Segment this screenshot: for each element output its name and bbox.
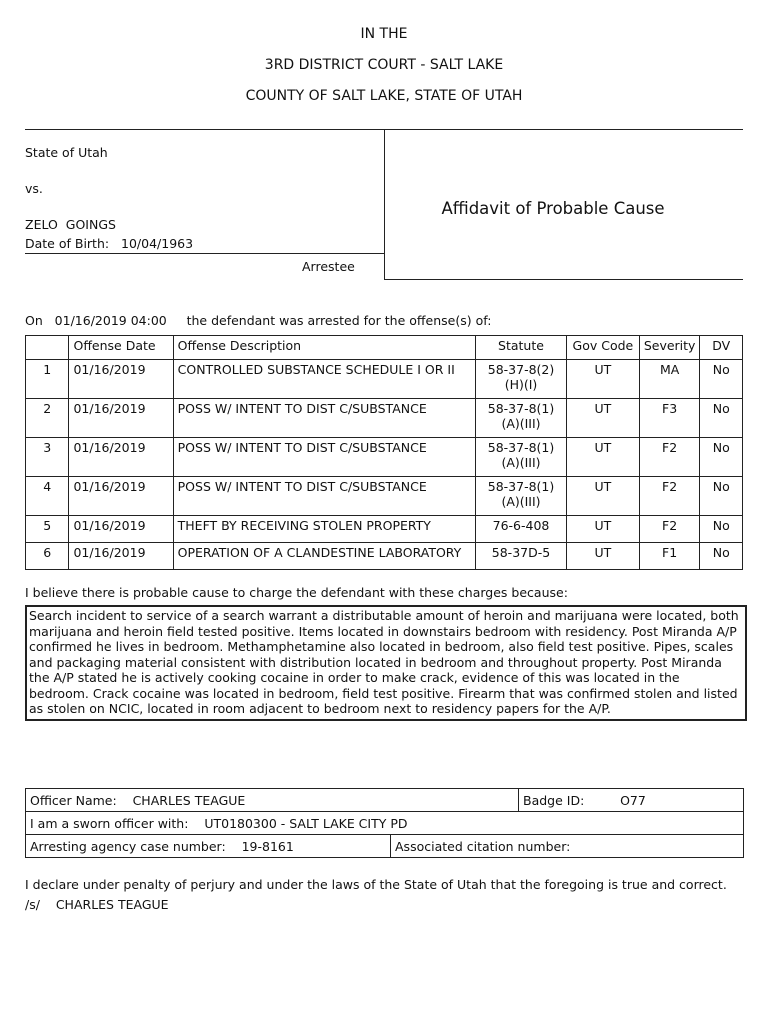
offense-gov-code: UT <box>567 399 640 438</box>
officer-row <box>26 789 744 812</box>
defendant-name: ZELO GOINGS <box>25 217 116 232</box>
versus-label: vs. <box>25 181 43 196</box>
defendant-dob: Date of Birth: 10/04/1963 <box>25 236 194 251</box>
offense-table <box>25 335 743 570</box>
case-row <box>26 835 744 858</box>
offense-severity: F2 <box>639 477 700 516</box>
table-row <box>26 477 743 516</box>
offense-gov-code: UT <box>567 516 640 543</box>
offense-date: 01/16/2019 <box>69 477 173 516</box>
table-row <box>26 360 743 399</box>
arrest-sentence: On 01/16/2019 04:00 the defendant was arrested for the offense(s) of: <box>25 313 492 328</box>
offense-number: 2 <box>26 399 69 438</box>
officer-name: Officer Name: CHARLES TEAGUE <box>26 789 519 812</box>
offense-description: POSS W/ INTENT TO DIST C/SUBSTANCE <box>173 399 475 438</box>
table-row <box>26 438 743 477</box>
offense-gov-code: UT <box>567 477 640 516</box>
plaintiff-name: State of Utah <box>25 145 108 160</box>
offense-number: 6 <box>26 543 69 570</box>
probable-cause-intro: I believe there is probable cause to charge the defendant with these charges because: <box>25 585 568 600</box>
court-heading-line1: IN THE <box>360 26 408 42</box>
offense-description: POSS W/ INTENT TO DIST C/SUBSTANCE <box>173 438 475 477</box>
offense-dv: No <box>700 516 743 543</box>
offense-date: 01/16/2019 <box>69 438 173 477</box>
offense-description: THEFT BY RECEIVING STOLEN PROPERTY <box>173 516 475 543</box>
offense-statute: 58-37-8(1)(A)(III) <box>476 477 567 516</box>
header-offense-description: Offense Description <box>173 336 475 360</box>
caption-bottom-rule <box>384 279 743 280</box>
case-number: Arresting agency case number: 19-8161 <box>26 835 391 858</box>
offense-statute: 58-37-8(1)(A)(III) <box>476 399 567 438</box>
offense-date: 01/16/2019 <box>69 399 173 438</box>
offense-dv: No <box>700 399 743 438</box>
offense-date: 01/16/2019 <box>69 543 173 570</box>
offense-statute: 58-37-8(1)(A)(III) <box>476 438 567 477</box>
court-heading-line3: COUNTY OF SALT LAKE, STATE OF UTAH <box>245 88 523 104</box>
probable-cause-statement: Search incident to service of a search warrant a distributable amount of heroin and marijuana were located, both marijuana and heroin field tested positive. Items located in downstairs bedroom with residency. Post Miranda A/P confirmed he lives in bedroom. Methamphetamine also located in bedroom, also field test positive. Pipes, scales and packaging material consistent with distribution located in bedroom and throughout property. Post Miranda the A/P stated he is actively cooking cocaine in order to make crack, evidence of this was located in the bedroom. Crack cocaine was located in bedroom, field test positive. Firearm that was confirmed stolen and listed as stolen on NCIC, located in room adjacent to bedroom next to residency papers for the A/P. <box>25 605 747 721</box>
offense-dv: No <box>700 438 743 477</box>
badge-id: Badge ID: O77 <box>519 789 744 812</box>
arrestee-rule <box>25 253 385 254</box>
document-title: Affidavit of Probable Cause <box>441 199 665 218</box>
offense-severity: F2 <box>639 516 700 543</box>
header-gov-code: Gov Code <box>567 336 640 360</box>
agency-row <box>26 812 744 835</box>
offense-severity: F2 <box>639 438 700 477</box>
offense-severity: F3 <box>639 399 700 438</box>
offense-gov-code: UT <box>567 360 640 399</box>
officer-table <box>25 788 744 858</box>
offense-date: 01/16/2019 <box>69 516 173 543</box>
table-row <box>26 516 743 543</box>
offense-statute: 76-6-408 <box>476 516 567 543</box>
court-heading-line2: 3RD DISTRICT COURT - SALT LAKE <box>264 57 504 73</box>
sworn-agency: I am a sworn officer with: UT0180300 - SALT LAKE CITY PD <box>26 812 744 835</box>
header-dv: DV <box>700 336 743 360</box>
offense-statute: 58-37-8(2)(H)(I) <box>476 360 567 399</box>
offense-severity: MA <box>639 360 700 399</box>
offense-severity: F1 <box>639 543 700 570</box>
offense-dv: No <box>700 543 743 570</box>
offense-number: 1 <box>26 360 69 399</box>
offense-dv: No <box>700 360 743 399</box>
citation-number: Associated citation number: <box>391 835 744 858</box>
perjury-declaration: I declare under penalty of perjury and under the laws of the State of Utah that the foregoing is true and correct. <box>25 877 727 892</box>
header-severity: Severity <box>639 336 700 360</box>
offense-number: 4 <box>26 477 69 516</box>
offense-number: 3 <box>26 438 69 477</box>
header-number <box>26 336 69 360</box>
arrestee-label: Arrestee <box>302 259 355 274</box>
offense-gov-code: UT <box>567 438 640 477</box>
table-row <box>26 543 743 570</box>
officer-signature: /s/ CHARLES TEAGUE <box>25 897 169 912</box>
offense-description: OPERATION OF A CLANDESTINE LABORATORY <box>173 543 475 570</box>
offense-date: 01/16/2019 <box>69 360 173 399</box>
offense-header-row <box>26 336 743 360</box>
header-offense-date: Offense Date <box>69 336 173 360</box>
offense-description: POSS W/ INTENT TO DIST C/SUBSTANCE <box>173 477 475 516</box>
offense-number: 5 <box>26 516 69 543</box>
offense-gov-code: UT <box>567 543 640 570</box>
offense-dv: No <box>700 477 743 516</box>
header-statute: Statute <box>476 336 567 360</box>
offense-description: CONTROLLED SUBSTANCE SCHEDULE I OR II <box>173 360 475 399</box>
offense-statute: 58-37D-5 <box>476 543 567 570</box>
table-row <box>26 399 743 438</box>
